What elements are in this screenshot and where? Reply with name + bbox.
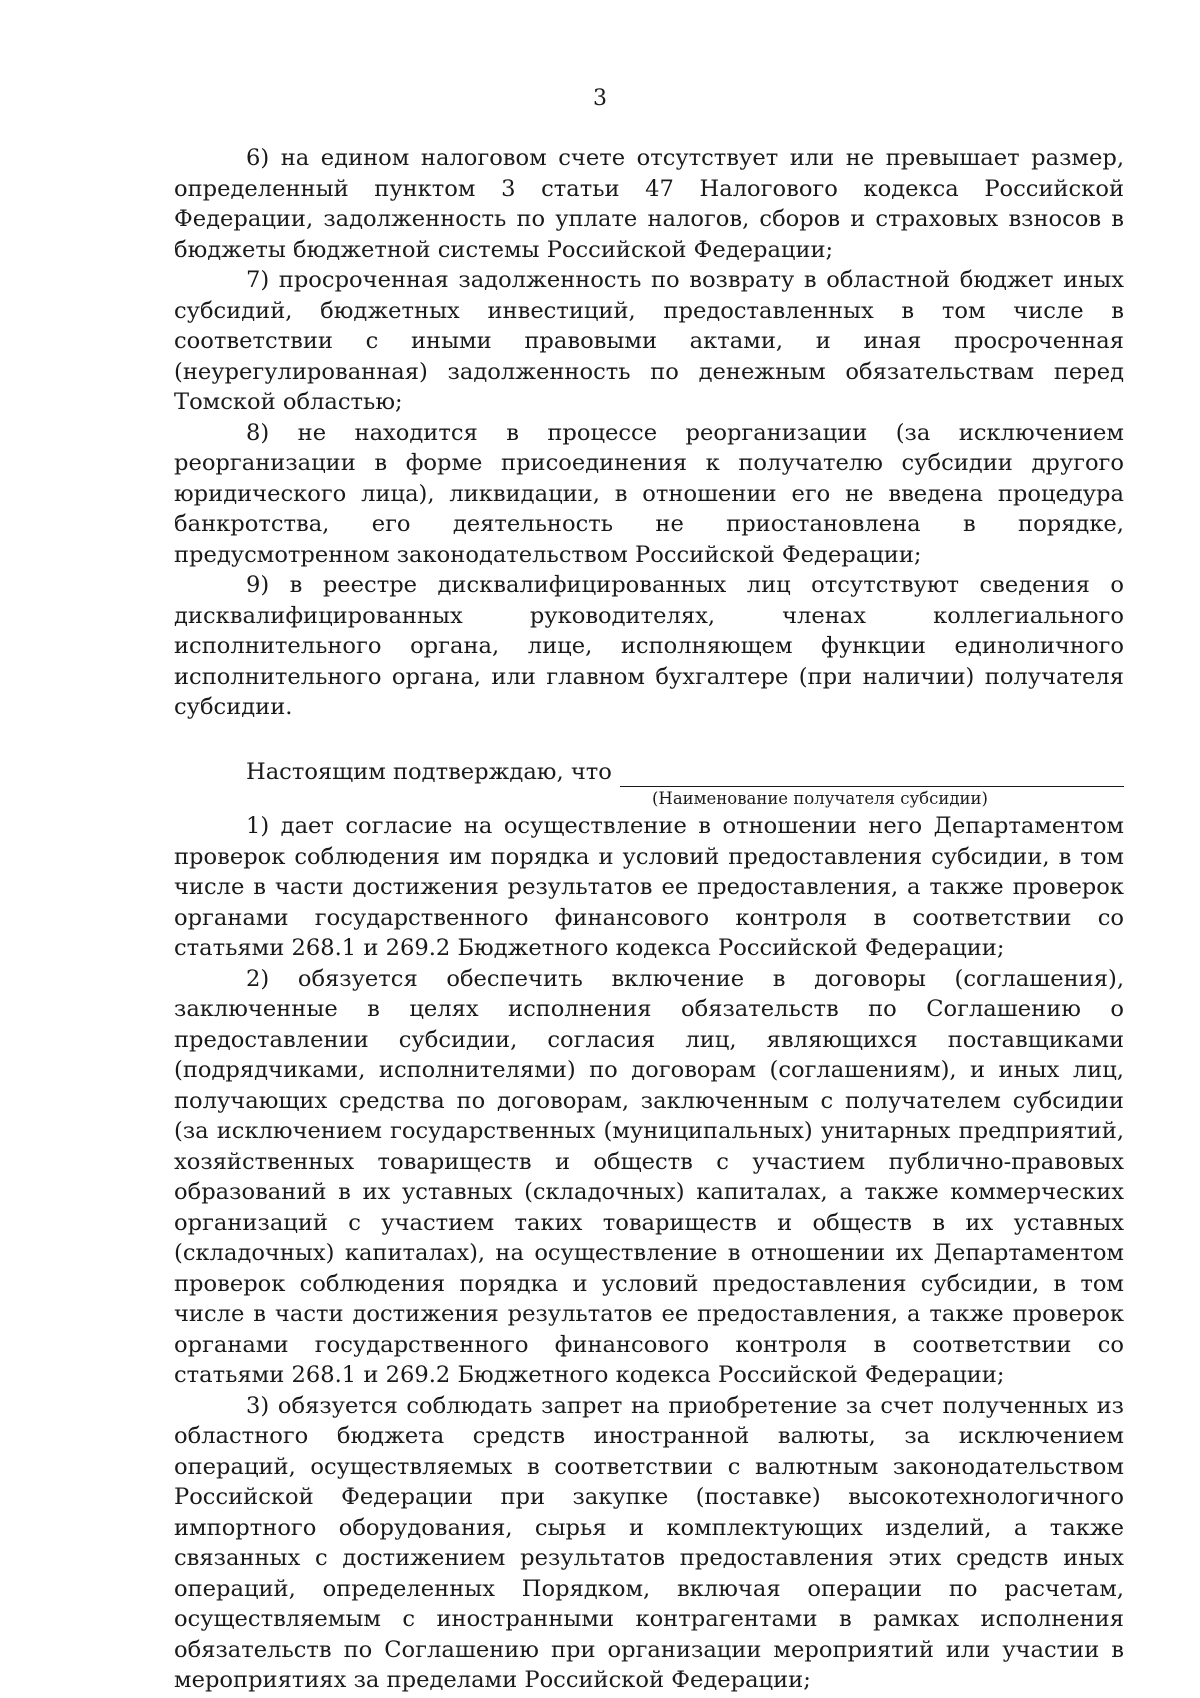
obligation-3: 3) обязуется соблюдать запрет на приобретение за счет полученных из областного бюджета средств иностранной валюты, за исключением операций, осуществляемых в соответствии с валютным законодательством Российской Федерации при закупке (поставке) высокотехнологичного импортного оборудования, сырья и комплектующих изделий, а также связанных с достижением результатов предоставления этих средств иных операций, определенных Порядком, включая операции по расчетам, осуществляемым с иностранными контрагентами в рамках исполнения обязательств по Соглашению при организации мероприятий или участии в мероприятиях за пределами Российской Федерации; [174, 1392, 1124, 1693]
item-7: 7) просроченная задолженность по возврату в областной бюджет иных субсидий, бюджетных инвестиций, предоставленных в том числе в соответствии с иными правовыми актами, и иная просроченная (неурегулированная) задолженность по денежным обязательствам перед Томской областью; [174, 267, 1124, 415]
item-6: 6) на едином налоговом счете отсутствует или не превышает размер, определенный пунктом 3 статьи 47 Налогового кодекса Российской Федерации, задолженность по уплате налогов, сборов и страховых взносов в бюджеты бюджетной системы Российской Федерации; [174, 145, 1124, 263]
recipient-name-caption: (Наименование получателя субсидии) [652, 789, 988, 808]
obligation-2: 2) обязуется обеспечить включение в договоры (соглашения), заключенные в целях исполнения обязательств по Соглашению о предоставлении субсидии, согласия лиц, являющихся поставщиками (подрядчиками, исполнителями) по договорам (соглашениям), и иных лиц, получающих средства по договорам, заключенным с получателем субсидии (за исключением государственных (муниципальных) унитарных предприятий, хозяйственных товариществ и обществ с участием публично-правовых образований в их уставных (складочных) капиталах, а также коммерческих организаций с участием таких товариществ и обществ в их уставных (складочных) капиталах), на осуществление в отношении их Департаментом проверок соблюдения порядка и условий предоставления субсидии, в том числе в части достижения результатов ее предоставления, а также проверок органами государственного финансового контроля в соответствии со статьями 268.1 и 269.2 Бюджетного кодекса Российской Федерации; [174, 965, 1124, 1388]
obligation-1: 1) дает согласие на осуществление в отношении него Департаментом проверок соблюдения им порядка и условий предоставления субсидии, в том числе в части достижения результатов ее предоставления, а также проверок органами государственного финансового контроля в соответствии со статьями 268.1 и 269.2 Бюджетного кодекса Российской Федерации; [174, 813, 1124, 961]
recipient-name-blank[interactable] [620, 762, 1124, 787]
document-body [174, 143, 1124, 1696]
item-9: 9) в реестре дисквалифицированных лиц отсутствуют сведения о дисквалифицированных руководителях, членах коллегиального исполнительного органа, лице, исполняющем функции единоличного исполнительного органа, или главном бухгалтере (при наличии) получателя субсидии. [174, 572, 1124, 720]
confirmation-block [174, 757, 1124, 810]
item-8: 8) не находится в процессе реорганизации (за исключением реорганизации в форме присоединения к получателю субсидии другого юридического лица), ликвидации, в отношении его не введена процедура банкротства, его деятельность не приостановлена в порядке, предусмотренном законодательством Российской Федерации; [174, 419, 1124, 568]
confirmation-lead: Настоящим подтверждаю, что [246, 758, 612, 785]
page-number: 3 [593, 86, 607, 111]
confirmation-line [174, 757, 1124, 788]
